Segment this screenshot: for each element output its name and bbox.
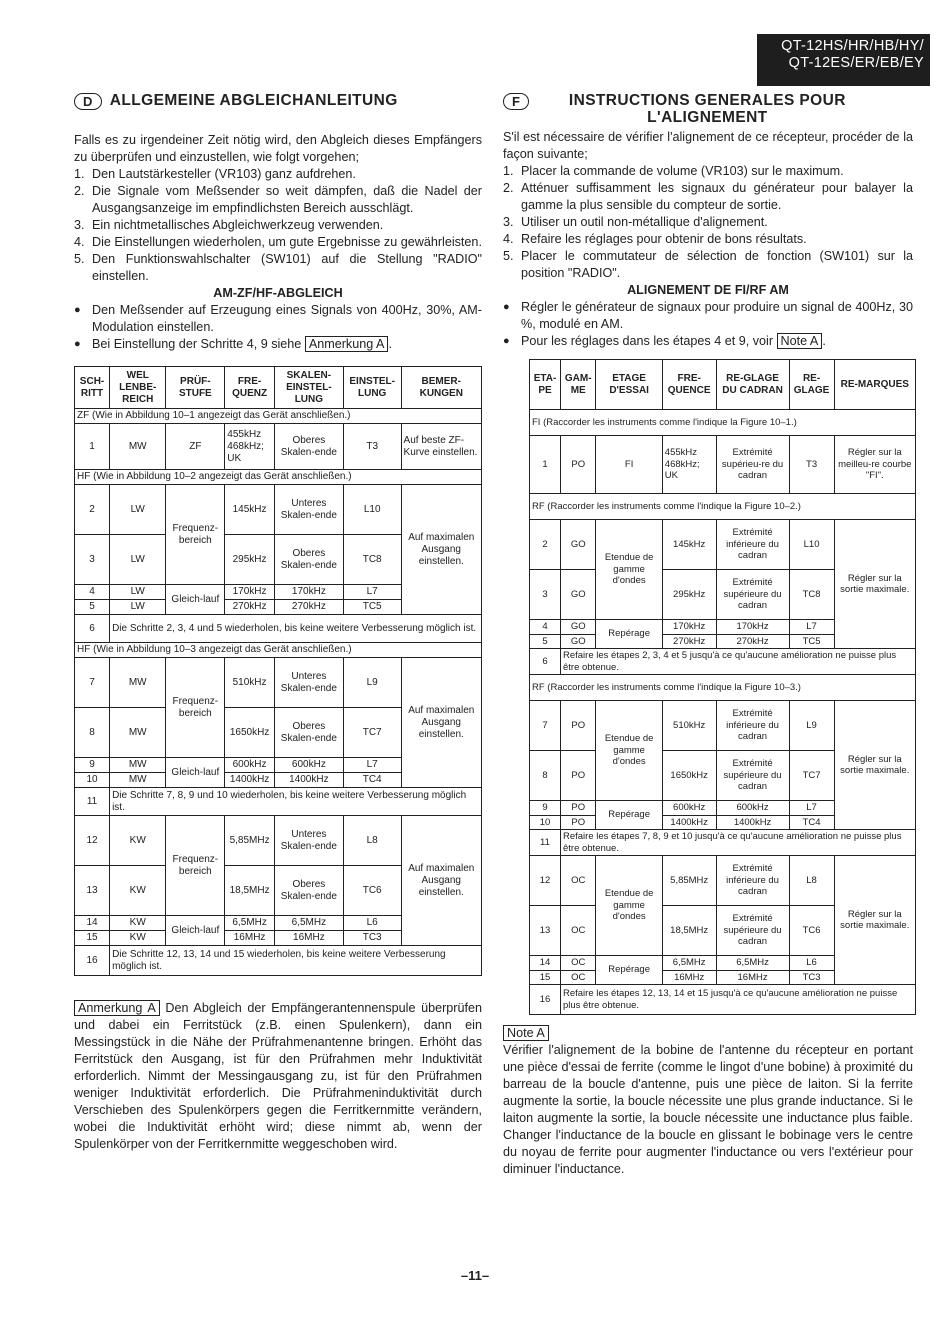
list-item: ● Pour les réglages dans les étapes 4 et 9, voir Note A .	[503, 334, 826, 348]
table-row: 6 Die Schritte 2, 3, 4 und 5 wiederholen, bis keine weitere Verbesserung möglich ist.	[75, 615, 482, 643]
french-alignment-table: ETA-PE GAM-ME ETAGE D'ESSAI FRE-QUENCE RE-GLAGE DU CADRAN RE-GLAGE RE-MARQUES FI (Raccorder les instruments comme l'indique la Figure 10–1.) 1 PO FI 455kHz 468kHz; UK Extrémité supérieu-re du cadran T3 Régler sur la meilleu-re courbe "FI". RF (Raccorder les instruments comme l'indique la Figure 10–2.) 2 GO Etendue de gamme d'ondes 145kHz Extrémité inférieure du cadran L10 Régler sur la sortie maximale. 3 GO 295kHz Extrémité supérieure du cadran TC8 4 GO Repérage 170kHz 170kHz L7 5 GO 270kHz 270kHz TC5 6 Refaire les étapes 2, 3, 4 et 5 jusqu'à ce qu'aucune amélioration ne puisse plus être obtenue. RF (Raccorder les instruments comme l'indique la Figure 10–3.) 7 PO Etendue de gamme d'ondes 510kHz Extrémité inférieure du cadran L9 Régler sur la sortie maximale. 8 PO 1650kHz Extrémité supérieure du cadran TC7 9 PO Repérage 600kHz 600kHz L7 10 PO 1400kHz 1400kHz TC4 11 Refaire les étapes 7, 8, 9 et 10 jusqu'à ce qu'aucune amélioration ne puisse plus être obtenue. 12 OC Etendue de gamme d'ondes 5,85MHz Extrémité inférieure du cadran L8 Régler sur la sortie maximale. 13 OC 18,5MHz Extrémité supérieure du cadran TC6 14 OC Repérage 6,5MHz 6,5MHz L6 15 OC 16MHz 16MHz TC3 16 Refaire les étapes 12, 13, 14 et 15 jusqu'à ce qu'aucune amélioration ne puisse plus être obtenue.	[529, 359, 916, 1015]
german-subheading: AM-ZF/HF-ABGLEICH	[213, 286, 343, 300]
table-row: 11 Die Schritte 7, 8, 9 und 10 wiederholen, bis keine weitere Verbesserung möglich ist.	[75, 788, 482, 816]
list-item: ● Bei Einstellung der Schritte 4, 9 siehe Anmerkung A .	[74, 337, 392, 351]
language-badge-f: F	[503, 93, 529, 110]
table-row: 14 KW Gleich-lauf 6,5MHz 6,5MHz L6	[75, 916, 482, 931]
french-title: F INSTRUCTIONS GENERALES POUR L'ALIGNEMENT	[503, 92, 913, 126]
french-steps	[503, 163, 913, 282]
french-column	[503, 92, 913, 1178]
list-item: 5. Placer le commutateur de sélection de fonction (SW101) sur la position "RADIO".	[503, 249, 913, 280]
list-item: 5. Den Funktionswahlschalter (SW101) auf die Stellung "RADIO" einstellen.	[74, 252, 482, 283]
table-row: 12 KW Frequenz-bereich 5,85MHz Unteres Skalen-ende L8 Auf maximalen Ausgang einstellen.	[75, 816, 482, 866]
table-row: 3 GO 295kHz Extrémité supérieure du cadran TC8	[530, 570, 916, 620]
german-steps	[74, 166, 482, 285]
table-row: 1 MW ZF 455kHz 468kHz; UK Oberes Skalen-ende T3 Auf beste ZF-Kurve einstellen.	[75, 424, 482, 470]
table-row: 1 PO FI 455kHz 468kHz; UK Extrémité supérieu-re du cadran T3 Régler sur la meilleu-re courbe "FI".	[530, 436, 916, 494]
note-ref-box: Anmerkung A	[305, 336, 389, 352]
note-label: Anmerkung A	[74, 1000, 160, 1016]
table-row: 10 MW 1400kHz 1400kHz TC4	[75, 773, 482, 788]
german-note: Anmerkung A Den Abgleich der Empfängerantennenspule überprüfen und dabei ein Ferritstück (z.B. einen Spulenkern), dann ein Messingstück in die Nähe der Prüfrahmenantenne bringen. Erhöht das Ferritstück den Ausgang, ist für den Prüfrahmen mehr Induktivität erforderlich. Nimmt der Messingausgang zu, ist für den Prüfrahmen weniger Induktivität erforderlich. Die Prüfrahmeninduktivität durch Verschieben des Spulenkörpers gegen die Ferritkernmitte verändern, wobei die Induktivität erhöht wird; diese nimmt ab, wenn der Spulenkörper von der Ferritkernmitte weggeschoben wird.	[74, 1001, 482, 1151]
page-number: –11–	[460, 1268, 490, 1283]
table-row: 4 GO Repérage 170kHz 170kHz L7	[530, 620, 916, 635]
table-row: 13 OC 18,5MHz Extrémité supérieure du cadran TC6	[530, 906, 916, 956]
model-line-1: QT-12HS/HR/HB/HY/	[781, 38, 924, 54]
list-item: 4. Die Einstellungen wiederholen, um gute Ergebnisse zu gewährleisten.	[74, 235, 482, 249]
table-row: 2 LW Frequenz-bereich 145kHz Unteres Skalen-ende L10 Auf maximalen Ausgang einstellen.	[75, 485, 482, 535]
table-row: 2 GO Etendue de gamme d'ondes 145kHz Extrémité inférieure du cadran L10 Régler sur la sortie maximale.	[530, 520, 916, 570]
list-item: 1. Placer la commande de volume (VR103) sur le maximum.	[503, 164, 844, 178]
french-note: Note A Vérifier l'alignement de la bobine de l'antenne du récepteur en portant une pièce d'essai de ferrite (comme le lingot d'une bobine) à proximité du barreau de la boucle d'antenne, puis une pièce de laiton. Si la ferrite augmente la sortie, la boucle nécessite une plus grande inductance. Si le laiton augmente la sortie, la boucle nécessite une inductance plus faible. Changer l'inductance de la boucle en glissant le bobinage vers le centre du noyau de ferrite pour augmenter l'inductance ou vers l'extérieur pour diminuer l'inductance.	[503, 1026, 913, 1176]
note-label: Note A	[503, 1025, 549, 1041]
table-row: 8 MW 1650kHz Oberes Skalen-ende TC7	[75, 708, 482, 758]
table-row: 15 OC 16MHz 16MHz TC3	[530, 970, 916, 985]
table-row: 4 LW Gleich-lauf 170kHz 170kHz L7	[75, 585, 482, 600]
french-subheading: ALIGNEMENT DE FI/RF AM	[627, 283, 789, 297]
table-row: 16 Die Schritte 12, 13, 14 und 15 wiederholen, bis keine weitere Verbesserung möglich ist.	[75, 946, 482, 976]
german-intro: Falls es zu irgendeiner Zeit nötig wird, den Abgleich dieses Empfängers zu überprüfen und einzustellen, wie folgt vorgehen;	[74, 133, 482, 164]
list-item: 2. Die Signale vom Meßsender so weit dämpfen, daß die Nadel der Ausgangsanzeige im empfindlichsten Bereich ausschlägt.	[74, 184, 482, 215]
list-item: 4. Refaire les réglages pour obtenir de bons résultats.	[503, 232, 807, 246]
model-badge	[757, 34, 930, 86]
list-item: ● Régler le générateur de signaux pour produire un signal de 400Hz, 30 %, modulé en AM.	[503, 300, 913, 331]
language-badge-d: D	[74, 93, 102, 110]
table-row: 14 OC Repérage 6,5MHz 6,5MHz L6	[530, 956, 916, 971]
list-item: 3. Utiliser un outil non-métallique d'alignement.	[503, 215, 768, 229]
german-alignment-table: SCH-RITT WEL LENBE-REICH PRÜF-STUFE FRE-QUENZ SKALEN-EINSTEL-LUNG EINSTEL-LUNG BEMER-KUNGEN ZF (Wie in Abbildung 10–1 angezeigt das Gerät anschließen.) 1 MW ZF 455kHz 468kHz; UK Oberes Skalen-ende T3 Auf beste ZF-Kurve einstellen. HF (Wie in Abbildung 10–2 angezeigt das Gerät anschließen.) 2 LW Frequenz-bereich 145kHz Unteres Skalen-ende L10 Auf maximalen Ausgang einstellen. 3 LW 295kHz Oberes Skalen-ende TC8 4 LW Gleich-lauf 170kHz 170kHz L7 5 LW 270kHz 270kHz TC5 6 Die Schritte 2, 3, 4 und 5 wiederholen, bis keine weitere Verbesserung möglich ist. HF (Wie in Abbildung 10–3 angezeigt das Gerät anschließen.) 7 MW Frequenz-bereich 510kHz Unteres Skalen-ende L9 Auf maximalen Ausgang einstellen. 8 MW 1650kHz Oberes Skalen-ende TC7 9 MW Gleich-lauf 600kHz 600kHz L7 10 MW 1400kHz 1400kHz TC4 11 Die Schritte 7, 8, 9 und 10 wiederholen, bis keine weitere Verbesserung möglich ist. 12 KW Frequenz-bereich 5,85MHz Unteres Skalen-ende L8 Auf maximalen Ausgang einstellen. 13 KW 18,5MHz Oberes Skalen-ende TC6 14 KW Gleich-lauf 6,5MHz 6,5MHz L6 15 KW 16MHz 16MHz TC3 16 Die Schritte 12, 13, 14 und 15 wiederholen, bis keine weitere Verbesserung möglich ist.	[74, 366, 482, 976]
list-item: ● Den Meßsender auf Erzeugung eines Signals von 400Hz, 30%, AM-Modulation einstellen.	[74, 303, 482, 334]
note-ref-box: Note A	[777, 333, 823, 349]
table-row: 10 PO 1400kHz 1400kHz TC4	[530, 815, 916, 830]
table-row: 6 Refaire les étapes 2, 3, 4 et 5 jusqu'à ce qu'aucune amélioration ne puisse plus être obtenue.	[530, 649, 916, 675]
german-title: D ALLGEMEINE ABGLEICHANLEITUNG	[74, 92, 482, 110]
table-row: 8 PO 1650kHz Extrémité supérieure du cadran TC7	[530, 751, 916, 801]
table-row: 7 PO Etendue de gamme d'ondes 510kHz Extrémité inférieure du cadran L9 Régler sur la sortie maximale.	[530, 701, 916, 751]
table-row: 11 Refaire les étapes 7, 8, 9 et 10 jusqu'à ce qu'aucune amélioration ne puisse plus être obtenue.	[530, 830, 916, 856]
table-row: 9 PO Repérage 600kHz 600kHz L7	[530, 801, 916, 816]
table-row: 5 LW 270kHz 270kHz TC5	[75, 600, 482, 615]
table-row: 15 KW 16MHz 16MHz TC3	[75, 931, 482, 946]
table-row: 13 KW 18,5MHz Oberes Skalen-ende TC6	[75, 866, 482, 916]
german-column	[74, 92, 482, 1153]
table-row: 7 MW Frequenz-bereich 510kHz Unteres Skalen-ende L9 Auf maximalen Ausgang einstellen.	[75, 658, 482, 708]
list-item: 1. Den Lautstärkesteller (VR103) ganz aufdrehen.	[74, 167, 356, 181]
table-row: 9 MW Gleich-lauf 600kHz 600kHz L7	[75, 758, 482, 773]
table-row: 16 Refaire les étapes 12, 13, 14 et 15 jusqu'à ce qu'aucune amélioration ne puisse plus être obtenue.	[530, 985, 916, 1015]
list-item: 3. Ein nichtmetallisches Abgleichwerkzeug verwenden.	[74, 218, 384, 232]
table-row: 12 OC Etendue de gamme d'ondes 5,85MHz Extrémité inférieure du cadran L8 Régler sur la sortie maximale.	[530, 856, 916, 906]
list-item: 2. Atténuer suffisamment les signaux du générateur pour balayer la gamme la plus sensible du compteur de sortie.	[503, 181, 913, 212]
french-intro: S'il est nécessaire de vérifier l'alignement de ce récepteur, procéder de la façon suivante;	[503, 130, 913, 161]
table-row: 5 GO 270kHz 270kHz TC5	[530, 634, 916, 649]
table-row: 3 LW 295kHz Oberes Skalen-ende TC8	[75, 535, 482, 585]
model-line-2: QT-12ES/ER/EB/EY	[788, 55, 924, 71]
